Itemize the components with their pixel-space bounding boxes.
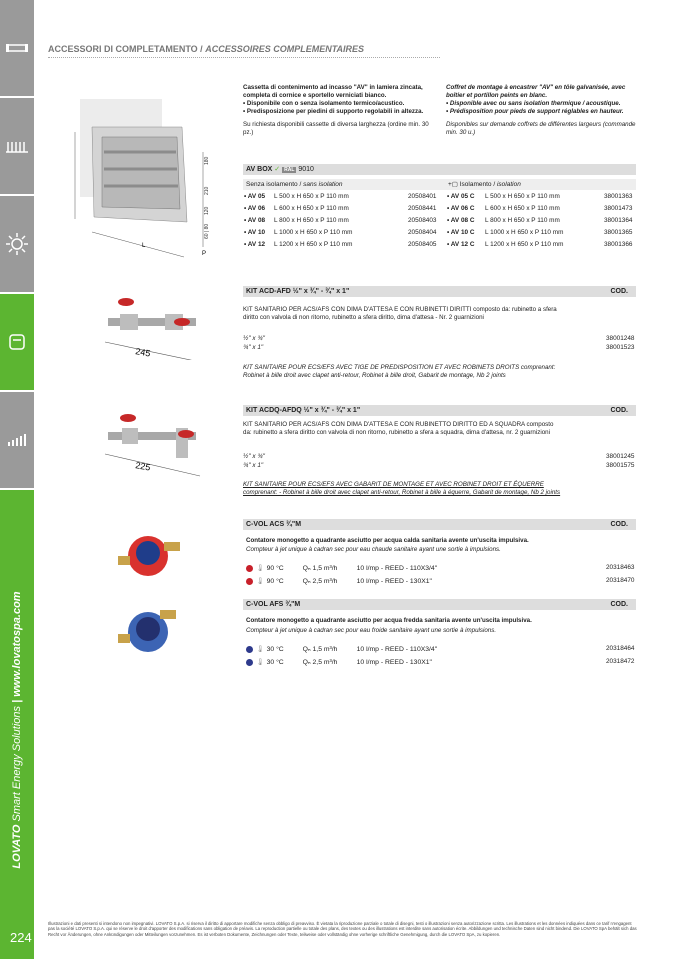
kit-size: ½" x ¾" xyxy=(243,335,265,342)
kit1-description-fr: KIT SANITAIRE POUR ECS/EFS AVEC TIGE DE PREDISPOSITION ET AVEC ROBINETS DROITS comprenant: Robinet à bille droit avec clapet anti-retour, Robinet à bille droit, Gabarit de montage, Nb 2 joints xyxy=(243,364,556,379)
isolation-icon: +▢ xyxy=(448,181,458,188)
box-row-dim: L 600 x H 650 x P 110 mm xyxy=(274,205,349,212)
footer-disclaimer: Illustrazioni e dati presenti si intendono non impegnativi. LOVATO S.p.A. si riserva il diritto di apportare modifiche senza obbligo di preavviso. È vietata la riproduzione parziale o totale di disegni, testi o illustrazioni senza autorizzazione scritta. Les illustrations et les données indiquées dans ce tarif n'engagent pas la société LOVATO S.p.A. qui se réserve le droit d'apporter des modifications sans obligation de préavis. La reproduction partielle ou totale des plans, des textes ou des illustrations est interdite sans autorisation écrite. Abbildungen und technische Daten sind nicht bindend. Die LOVATO SpA behält sich das Recht vor Änderungen, ohne Ankündigungen oder Mitteilungen vorzunehmen. Es ist verboten Dokumente, Zeichnungen oder Texte, teilweise oder vollständig ohne vorherige schriftliche Genehmigung, durch die LOVATO SpA, zu kopieren. xyxy=(48,921,637,937)
meter-flow: Qₙ 1,5 m³/h xyxy=(302,565,338,572)
sidebar xyxy=(0,0,34,959)
box-row-cod: 20508403 xyxy=(408,217,437,224)
meter-dot xyxy=(246,646,253,653)
meter-cod: 20318463 xyxy=(606,564,635,571)
brand-tagline: Smart Energy Solutions xyxy=(11,705,23,822)
box-row-cod: 38001363 xyxy=(604,193,633,200)
kit1-title-bar: KIT ACD-AFD ½" x ¾" - ¾" x 1" COD. xyxy=(243,286,636,297)
kit-size: ½" x ¾" xyxy=(243,453,265,460)
meter-row xyxy=(246,577,432,585)
meter-temp: 30 °C xyxy=(266,659,284,666)
box-row-cod: 20508404 xyxy=(408,229,437,236)
meter-row xyxy=(246,645,437,653)
box-row-dim: L 1000 x H 650 x P 110 mm xyxy=(274,229,353,236)
box-row-cod: 38001364 xyxy=(604,217,633,224)
box-row-dim: L 800 x H 650 x P 110 mm xyxy=(485,217,560,224)
kit2-description-it: KIT SANITARIO PER ACS/AFS CON DIMA D'ATTESA E CON RUBINETTO DIRITTO ED A SQUADRA composto da: rubinetto a sfera diritto con valvola di non ritorno, rubinetto a sfera a squadra, dima d'attesa, nr. 2 guarnizioni xyxy=(243,421,554,436)
sidebar-tab-stats[interactable] xyxy=(0,392,34,488)
thermometer-icon: 🌡 xyxy=(256,565,265,572)
meter-dot xyxy=(246,578,253,585)
cvol-afs-desc-fr: Compteur à jet unique à cadran sec pour eau froide sanitaire ayant une sortie à impulsions. xyxy=(246,627,497,634)
meter-spec: 10 l/mp - REED - 130X1" xyxy=(356,578,432,585)
kit-size: ¾" x 1" xyxy=(243,462,264,469)
sidebar-brand-text: LOVATO Smart Energy Solutions | www.lovatospa.com xyxy=(11,591,23,869)
kit2-description-fr: KIT SANITAIRE POUR ECS/EFS AVEC GABARIT DE MONTAGE ET AVEC ROBINET DROIT ET ÉQUERRE comprenant: - Robinet à bille droit avec clapet anti-retour, Robinet à bille à équerre, Gabarit de montage, Nb 2 joints xyxy=(243,481,561,496)
cvol-acs-desc-it: Contatore monogetto a quadrante asciutto per acqua calda sanitaria avente un'uscita impulsiva. xyxy=(246,537,529,544)
box-row-dim: L 600 x H 650 x P 110 mm xyxy=(485,205,560,212)
thermometer-icon: 🌡 xyxy=(256,646,265,653)
box-row-right xyxy=(447,205,560,212)
meter-dot xyxy=(246,565,253,572)
box-row-code: • AV 10 xyxy=(244,229,266,236)
cvol-afs-desc-it: Contatore monogetto a quadrante asciutto per acqua fredda sanitaria avente un'uscita impulsiva. xyxy=(246,617,532,624)
box-row-cod: 38001365 xyxy=(604,229,633,236)
kit-cod: 38001575 xyxy=(606,462,635,469)
box-title-bar: AV BOX ✓ RAL 9010 xyxy=(243,164,636,175)
thermometer-icon: 🌡 xyxy=(256,578,265,585)
meter-flow: Qₙ 2,5 m³/h xyxy=(302,578,338,585)
cvol-acs-desc-fr: Compteur à jet unique à cadran sec pour eau chaude sanitaire ayant une sortie à impulsions. xyxy=(246,546,501,553)
box-row-right xyxy=(447,217,560,224)
kit2-title-bar: KIT ACDQ-AFDQ ½" x ¾" - ¾" x 1" COD. xyxy=(243,405,636,416)
page-number: 224 xyxy=(10,930,32,945)
box-row-code: • AV 08 xyxy=(244,217,266,224)
box-row-cod: 20508405 xyxy=(408,241,437,248)
kit1-image xyxy=(100,290,210,360)
svg-text:210: 210 xyxy=(204,186,210,195)
box-row-right xyxy=(447,241,563,248)
box-row-dim: L 800 x H 650 x P 110 mm xyxy=(274,217,349,224)
meter-cod: 20318464 xyxy=(606,645,635,652)
meter-row xyxy=(246,658,432,666)
box-row-cod: 38001366 xyxy=(604,241,633,248)
sidebar-tab-radiators[interactable] xyxy=(0,98,34,194)
dim-p: P xyxy=(202,251,207,257)
box-row-dim: L 1000 x H 650 x P 110 mm xyxy=(485,229,564,236)
kit2-dim: 225 xyxy=(134,460,152,473)
meter-flow: Qₙ 1,5 m³/h xyxy=(302,646,338,653)
chart-icon xyxy=(7,432,27,448)
sidebar-tab-solar[interactable] xyxy=(0,196,34,292)
meter-spec: 10 l/mp - REED - 110X3/4" xyxy=(356,646,438,653)
kit1-description-it: KIT SANITARIO PER ACS/AFS CON DIMA D'ATTESA E CON RUBINETTI DIRITTI composto da: rubinetto a sfera diritto con valvola di non ritorno, rubinetto a sfera diritto, dima d'attesa - Nr. 2 guarnizioni xyxy=(243,306,557,321)
brand-url[interactable]: www.lovatospa.com xyxy=(11,591,23,697)
box-columns-header: Senza isolamento / sans isolation +▢ Isolamento / isolation xyxy=(243,179,636,190)
box-row-left xyxy=(244,205,349,212)
box-row-cod: 20508401 xyxy=(408,193,437,200)
kit1-dim: 245 xyxy=(134,346,152,359)
box-row-dim: L 500 x H 650 x P 110 mm xyxy=(485,193,560,200)
box-row-dim: L 500 x H 650 x P 110 mm xyxy=(274,193,349,200)
svg-text:60 | 80: 60 | 80 xyxy=(204,223,210,239)
box-description-it: Cassetta di contenimento ad incasso "AV" in lamiera zincata, completa di cornice e sportello verniciati bianco. • Disponibile con o senza isolamento termico/acustico. • Predisposizione per piedini di supporto regolabili in altezza. Su richiesta disponibili cassette di diversa larghezza (ordine min. 30 pz.) xyxy=(243,84,429,136)
meter-temp: 30 °C xyxy=(266,646,284,653)
meter-cod: 20318470 xyxy=(606,577,635,584)
av-box-drawing xyxy=(72,97,222,267)
box-row-code: • AV 05 C xyxy=(447,193,475,200)
thermometer-icon: 🌡 xyxy=(256,659,265,666)
box-row-right xyxy=(447,229,563,236)
meter-temp: 90 °C xyxy=(266,578,284,585)
sun-icon xyxy=(6,233,28,255)
box-description-fr: Coffret de montage à encastrer "AV" en tôle galvanisée, avec boîtier et portillon peints en blanc. • Disponible avec ou sans isolation thermique / acoustique. • Prédisposition pour pieds de support réglables en hauteur. Disponibles sur demande coffrets de différentes largeurs (commande min. 30 u.) xyxy=(446,84,636,136)
radiator-icon xyxy=(6,138,28,154)
kit2-image xyxy=(100,410,210,480)
box-row-dim: L 1200 x H 650 x P 110 mm xyxy=(485,241,564,248)
meter-flow: Qₙ 2,5 m³/h xyxy=(302,659,338,666)
box-row-code: • AV 10 C xyxy=(447,229,475,236)
meter-spec: 10 l/mp - REED - 130X1" xyxy=(356,659,432,666)
box-row-code: • AV 05 xyxy=(244,193,266,200)
box-row-right xyxy=(447,193,560,200)
box-row-code: • AV 08 C xyxy=(447,217,475,224)
box-row-code: • AV 12 C xyxy=(447,241,475,248)
box-row-left xyxy=(244,229,352,236)
sidebar-tab-accessories[interactable] xyxy=(0,294,34,390)
cvol-acs-image xyxy=(118,528,188,583)
box-row-code: • AV 12 xyxy=(244,241,266,248)
meter-spec: 10 l/mp - REED - 110X3/4" xyxy=(356,565,438,572)
box-row-left xyxy=(244,217,349,224)
box-row-code: • AV 06 C xyxy=(447,205,475,212)
header-divider xyxy=(48,57,440,58)
meter-row xyxy=(246,564,437,572)
cvol-acs-title-bar: C-VOL ACS ¾"M COD. xyxy=(243,519,636,530)
box-row-left xyxy=(244,193,349,200)
dim-l: L xyxy=(142,243,146,249)
box-row-cod: 38001473 xyxy=(604,205,633,212)
device-icon xyxy=(9,334,25,350)
kit-cod: 38001245 xyxy=(606,453,635,460)
cvol-afs-image xyxy=(118,604,188,659)
kit-size: ¾" x 1" xyxy=(243,344,264,351)
svg-text:120: 120 xyxy=(204,206,210,215)
meter-dot xyxy=(246,659,253,666)
cvol-afs-title-bar: C-VOL AFS ¾"M COD. xyxy=(243,599,636,610)
pipe-icon xyxy=(6,41,28,55)
kit-cod: 38001248 xyxy=(606,335,635,342)
box-row-dim: L 1200 x H 650 x P 110 mm xyxy=(274,241,353,248)
brand-name: LOVATO xyxy=(11,824,23,869)
sidebar-tab-pipes[interactable] xyxy=(0,0,34,96)
kit-cod: 38001523 xyxy=(606,344,635,351)
page-title: ACCESSORI DI COMPLETAMENTO / ACCESSOIRES COMPLEMENTAIRES xyxy=(48,44,365,54)
box-row-left xyxy=(244,241,352,248)
check-icon: ✓ xyxy=(274,166,281,173)
svg-text:180: 180 xyxy=(204,156,210,165)
meter-cod: 20318472 xyxy=(606,658,635,665)
meter-temp: 90 °C xyxy=(266,565,284,572)
box-row-cod: 20508441 xyxy=(408,205,437,212)
box-row-code: • AV 06 xyxy=(244,205,266,212)
